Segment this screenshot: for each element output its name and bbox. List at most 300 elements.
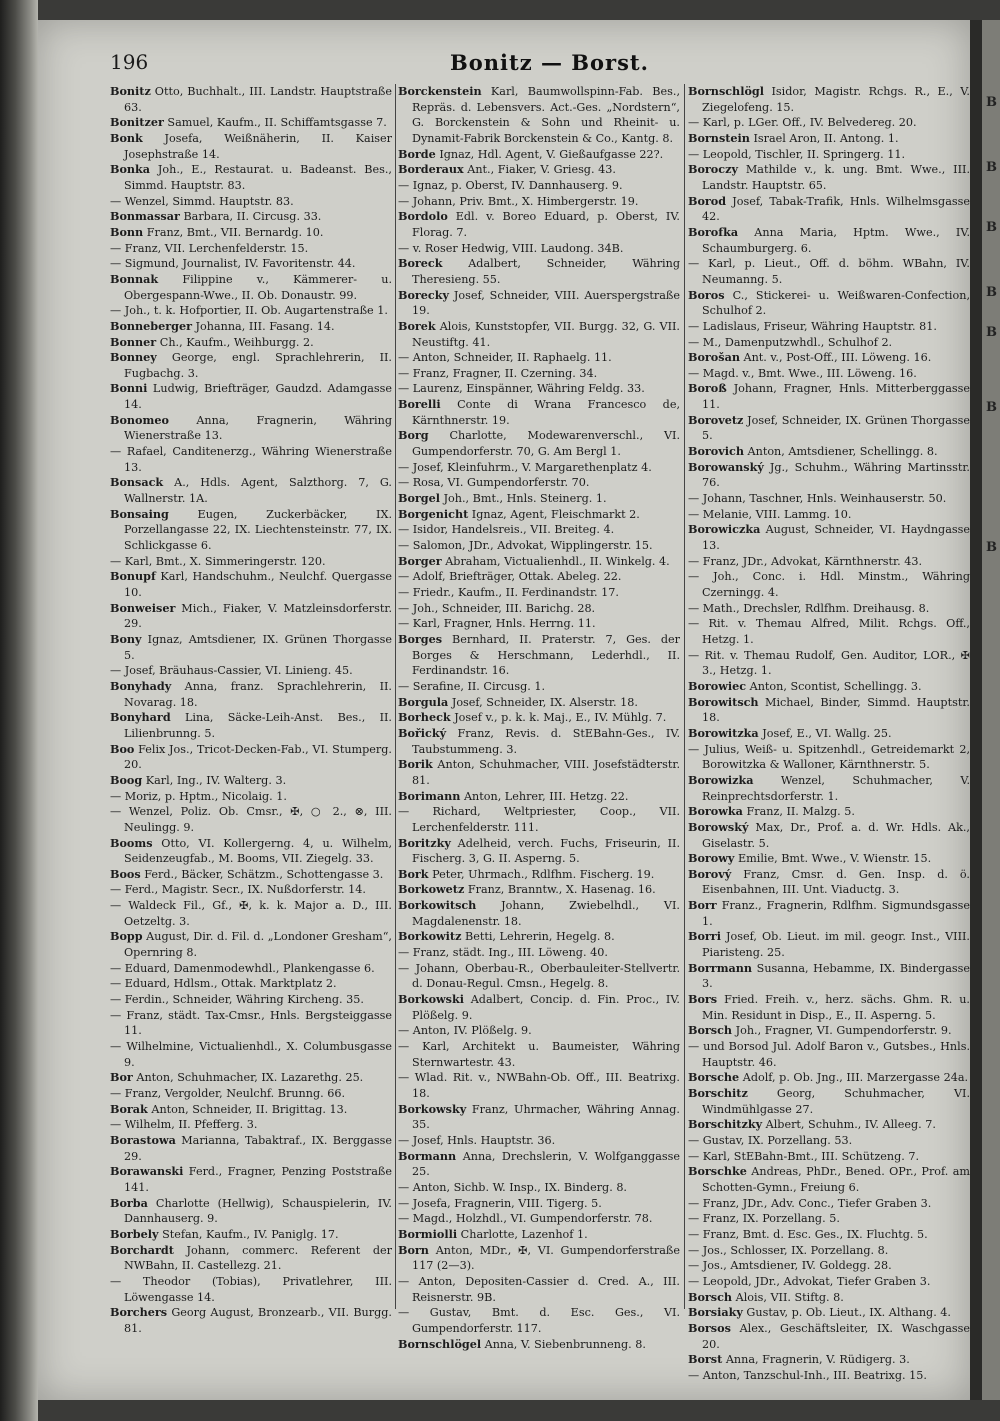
directory-entry (110, 961, 392, 977)
entry-details: Wenzel, Schuhmacher, V. Reinprechtsdorferstr. 1. (702, 773, 970, 803)
entry-surname: Bonitzer (110, 115, 164, 130)
entry-details: — Karl, Architekt u. Baumeister, Währing Sternwartestr. 43. (398, 1040, 680, 1069)
directory-entry (110, 601, 392, 632)
entry-details: — Salomon, JDr., Advokat, Wipplingerstr. 15. (398, 539, 653, 553)
directory-entry (110, 554, 392, 570)
entry-details: Anton, Schuhmacher, VIII. Josefstädterstr. 81. (412, 758, 680, 787)
entry-details: Franz, Uhrmacher, Währing Annag. 35. (412, 1102, 680, 1132)
entry-details: — Anton, Tanzschul-Inh., III. Beatrixg. 15. (688, 1368, 927, 1382)
entry-details: Ant., Fiaker, V. Griesg. 43. (463, 163, 616, 177)
entry-surname: Bormann (398, 1148, 457, 1163)
entry-details: Charlotte (Hellwig), Schauspielerin, IV. Dannhauserg. 9. (124, 1196, 392, 1226)
directory-entry (688, 1133, 970, 1149)
entry-surname: Borofka (688, 224, 739, 239)
entry-surname: Bonner (110, 334, 157, 349)
directory-entry (688, 84, 970, 115)
entry-surname: Borecky (398, 287, 449, 302)
entry-details: Johanna, III. Fasang. 14. (191, 319, 335, 333)
entry-surname: Booms (110, 835, 153, 850)
directory-entry (398, 804, 680, 835)
directory-entry (398, 194, 680, 210)
directory-entry (110, 898, 392, 929)
entry-surname: Borkowetz (398, 882, 465, 897)
directory-column-3 (688, 84, 970, 1383)
directory-entry (110, 1117, 392, 1133)
entry-surname: Bonka (110, 162, 151, 177)
directory-entry (398, 366, 680, 382)
entry-details: — Karl, Fragner, Hnls. Herrng. 11. (398, 617, 596, 631)
entry-details: Franz, Bmt., VII. Bernardg. 10. (143, 225, 324, 239)
directory-entry (398, 1149, 680, 1180)
entry-details: Eugen, Zuckerbäcker, IX. Porzellangasse 22, IX. Liechtensteinstr. 77, IX. Schlickgasse 6. (124, 507, 392, 553)
entry-details: — und Borsod Jul. Adolf Baron v., Gutsbes., Hnls. Hauptstr. 46. (688, 1040, 970, 1069)
directory-entry (688, 1258, 970, 1274)
directory-entry (110, 773, 392, 789)
entry-details: — Friedr., Kaufm., II. Ferdinandstr. 17. (398, 586, 619, 599)
entry-surname: Borkowsky (398, 1101, 467, 1116)
entry-details: — Richard, Weltpriester, Coop., VII. Lerchenfelderstr. 111. (398, 805, 680, 834)
entry-surname: Borger (398, 553, 442, 568)
directory-entry (688, 522, 970, 553)
entry-details: — Franz, Bmt. d. Esc. Ges., IX. Fluchtg. 5. (688, 1227, 928, 1241)
entry-details: Johann, commerc. Referent der NWBahn, II. Castellezg. 21. (124, 1243, 392, 1273)
directory-entry (688, 366, 970, 382)
directory-entry (110, 867, 392, 883)
entry-surname: Borimann (398, 788, 461, 803)
directory-entry (688, 1149, 970, 1165)
entry-details: Fried. Freih. v., herz. sächs. Ghm. R. u. Min. Residunt in Disp., E., II. Asperng. 5. (702, 993, 970, 1022)
directory-entry (688, 381, 970, 412)
margin-letter: B (986, 160, 997, 175)
entry-surname: Bonsack (110, 475, 164, 490)
entry-details: — Franz, städt. Tax-Cmsr., Hnls. Bergsteiggasse 11. (110, 1008, 392, 1038)
directory-entry (110, 742, 392, 773)
directory-entry (398, 538, 680, 554)
directory-entry (110, 256, 392, 272)
entry-details: Ignaz, Hdl. Agent, V. Gießaufgasse 22?. (435, 147, 664, 161)
entry-details: Bernhard, II. Praterstr. 7, Ges. der Borges & Herschmann, Lederhdl., II. Ferdinandstr. 16. (412, 632, 680, 678)
directory-entry (110, 1133, 392, 1164)
directory-entry (398, 522, 680, 538)
directory-entry (688, 1290, 970, 1306)
entry-details: — Wilhelmine, Victualienhdl., X. Columbusgasse 9. (110, 1040, 392, 1069)
entry-details: — Jos., Amtsdiener, IV. Goldegg. 28. (688, 1259, 892, 1273)
entry-details: Anton, Schneider, II. Brigittag. 13. (147, 1102, 348, 1116)
directory-entry (688, 679, 970, 695)
entry-details: — Franz, JDr., Adv. Conc., Tiefer Graben 3. (688, 1196, 932, 1210)
entry-surname: Bonk (110, 130, 143, 145)
directory-entry (398, 882, 680, 898)
entry-surname: Borowiczka (688, 522, 761, 537)
entry-details: — Josefa, Fragnerin, VIII. Tigerg. 5. (398, 1196, 602, 1210)
entry-details: Anna Maria, Hptm. Wwe., IV. Schaumburgerg. 6. (702, 225, 970, 255)
entry-surname: Bonmassar (110, 209, 180, 224)
directory-entry (398, 1133, 680, 1149)
entry-surname: Bornstein (688, 130, 750, 145)
entry-details: Anna, Drechslerin, V. Wolfganggasse 25. (412, 1149, 680, 1179)
directory-entry (398, 710, 680, 726)
directory-entry (398, 1337, 680, 1353)
directory-entry (688, 256, 970, 287)
entry-details: Ant. v., Post-Off., III. Löweng. 16. (739, 351, 932, 365)
page-header (110, 50, 970, 76)
entry-details: Stefan, Kaufm., IV. Paniglg. 17. (158, 1227, 339, 1241)
entry-details: — Melanie, VIII. Lammg. 10. (688, 507, 852, 521)
entry-details: Mathilde v., k. ung. Bmt. Wwe., III. Landstr. Hauptstr. 65. (702, 163, 970, 192)
entry-details: — Ferdin., Schneider, Währing Kircheng. 35. (110, 993, 364, 1007)
entry-details: Emilie, Bmt. Wwe., V. Wienstr. 15. (734, 852, 932, 866)
entry-surname: Borsche (688, 1070, 740, 1085)
directory-entry (688, 194, 970, 225)
entry-surname: Borkowitsch (398, 898, 477, 913)
entry-details: — Sigmund, Journalist, IV. Favoritenstr. 44. (110, 257, 356, 271)
entry-details: — Josef, Bräuhaus-Cassier, VI. Linieng. 45. (110, 664, 353, 678)
entry-details: Anton, Scontist, Schellingg. 3. (746, 679, 922, 693)
directory-entry (398, 1039, 680, 1070)
directory-entry (110, 131, 392, 162)
entry-details: Felix Jos., Tricot-Decken-Fab., VI. Stumperg. 20. (124, 742, 392, 772)
directory-entry (398, 898, 680, 929)
entry-details: — Joh., t. k. Hofportier, II. Ob. Augartenstraße 1. (110, 304, 388, 318)
entry-surname: Borelli (398, 397, 441, 412)
entry-surname: Borgenicht (398, 506, 469, 521)
entry-surname: Boog (110, 772, 143, 787)
directory-entry (398, 1274, 680, 1305)
directory-entry (398, 836, 680, 867)
running-title: Bonitz — Borst. (450, 50, 649, 75)
entry-details: Karl, Ing., IV. Walterg. 3. (142, 773, 287, 787)
directory-entry (398, 992, 680, 1023)
directory-entry (398, 554, 680, 570)
entry-details: — Adolf, Briefträger, Ottak. Abeleg. 22. (398, 570, 622, 584)
column-divider (395, 84, 396, 1309)
entry-surname: Borowanský (688, 459, 764, 474)
directory-entry (110, 413, 392, 444)
entry-details: Samuel, Kaufm., II. Schiffamtsgasse 7. (163, 116, 387, 130)
entry-details: Isidor, Magistr. Rchgs. R., E., V. Ziegelofeng. 15. (702, 85, 970, 114)
entry-surname: Bonneberger (110, 318, 192, 333)
entry-details: Joh., E., Restaurat. u. Badeanst. Bes., Simmd. Hauptstr. 83. (124, 163, 392, 192)
directory-entry (110, 976, 392, 992)
entry-surname: Borovich (688, 444, 744, 459)
entry-details: — M., Damenputzwhdl., Schulhof 2. (688, 335, 893, 349)
entry-details: — Karl, StEBahn-Bmt., III. Schützeng. 7. (688, 1149, 920, 1163)
entry-details: Adalbert, Schneider, Währing Theresieng. 55. (412, 257, 680, 286)
entry-surname: Bonitz (110, 84, 151, 98)
directory-entry (398, 84, 680, 147)
entry-details: C., Stickerei- u. Weißwaren-Confection, Schulhof 2. (702, 288, 970, 318)
entry-surname: Borchers (110, 1305, 168, 1320)
entry-details: Albert, Schuhm., IV. Alleeg. 7. (762, 1118, 936, 1132)
entry-surname: Bonni (110, 381, 148, 396)
directory-entry (110, 115, 392, 131)
entry-details: — Jos., Schlosser, IX. Porzellang. 8. (688, 1243, 889, 1257)
directory-entry (398, 507, 680, 523)
entry-details: Lina, Säcke-Leih-Anst. Bes., II. Lilienbrunng. 5. (124, 711, 392, 740)
directory-entry (688, 1164, 970, 1195)
directory-entry (110, 663, 392, 679)
entry-details: Adelheid, verch. Fuchs, Friseurin, II. Fischerg. 3, G. II. Asperng. 5. (412, 836, 680, 866)
entry-details: Peter, Uhrmach., Rdlfhm. Fischerg. 19. (428, 867, 655, 881)
entry-details: — Gustav, IX. Porzellang. 53. (688, 1133, 853, 1147)
entry-surname: Borchardt (110, 1242, 174, 1257)
entry-surname: Borowy (688, 851, 735, 866)
entry-surname: Boroß (688, 381, 727, 396)
directory-entry (688, 225, 970, 256)
entry-details: — Isidor, Handelsreis., VII. Breiteg. 4. (398, 523, 615, 537)
entry-surname: Borgula (398, 694, 449, 709)
entry-surname: Borr (688, 898, 717, 913)
entry-details: Joh., Fragner, VI. Gumpendorferstr. 9. (732, 1024, 952, 1038)
directory-entry (688, 742, 970, 773)
entry-details: Alois, Kunststopfer, VII. Burgg. 32, G. VII. Neustiftg. 41. (412, 319, 680, 349)
directory-entry (110, 992, 392, 1008)
directory-entry (110, 1196, 392, 1227)
entry-details: Andreas, PhDr., Bened. OPr., Prof. am Schotten-Gymn., Freiung 6. (702, 1165, 970, 1194)
entry-details: — Laurenz, Einspänner, Währing Feldg. 33. (398, 382, 645, 396)
entry-surname: Borsos (688, 1320, 731, 1335)
directory-entry (688, 898, 970, 929)
entry-details: — Franz, Vergolder, Neulchf. Brunng. 66. (110, 1087, 346, 1100)
entry-surname: Borastowa (110, 1132, 176, 1147)
directory-entry (110, 679, 392, 710)
entry-surname: Borik (398, 757, 433, 772)
entry-surname: Borawanski (110, 1164, 184, 1179)
directory-entry (688, 1211, 970, 1227)
directory-entry (110, 1086, 392, 1102)
entry-details: — Anton, IV. Plößelg. 9. (398, 1024, 532, 1038)
directory-entry (688, 491, 970, 507)
directory-entry (688, 1196, 970, 1212)
entry-details: — Franz, JDr., Advokat, Kärnthnerstr. 43. (688, 554, 923, 568)
directory-entry (110, 444, 392, 475)
entry-surname: Bormiolli (398, 1226, 458, 1241)
entry-details: Ferd., Fragner, Penzing Poststraße 141. (124, 1165, 392, 1194)
entry-details: — Wlad. Rit. v., NWBahn-Ob. Off., III. Beatrixg. 18. (398, 1071, 680, 1100)
entry-details: — Eduard, Hdlsm., Ottak. Marktplatz 2. (110, 977, 337, 991)
entry-surname: Borbely (110, 1226, 159, 1241)
column-divider (684, 84, 685, 1309)
entry-details: — Eduard, Damenmodewhdl., Plankengasse 6. (110, 961, 375, 975)
entry-details: Ignaz, Amtsdiener, IX. Grünen Thorgasse 5. (124, 632, 392, 662)
entry-surname: Bony (110, 631, 142, 646)
entry-surname: Borderaux (398, 162, 464, 177)
entry-details: — Wilhelm, II. Pfefferg. 3. (110, 1118, 258, 1132)
entry-surname: Borošan (688, 350, 740, 365)
entry-details: Anton, Amtsdiener, Schellingg. 8. (743, 445, 938, 459)
directory-entry (398, 209, 680, 240)
margin-letter: B (986, 540, 997, 555)
entry-surname: Borod (688, 193, 727, 208)
entry-details: Marianna, Tabaktraf., IX. Berggasse 29. (124, 1133, 392, 1163)
entry-details: — Rafael, Canditenerzg., Währing Wienerstraße 13. (110, 445, 392, 474)
entry-details: — Theodor (Tobias), Privatlehrer, III. Löwengasse 14. (110, 1274, 392, 1304)
directory-entry (110, 162, 392, 193)
directory-entry (688, 1039, 970, 1070)
directory-entry (688, 616, 970, 647)
entry-surname: Borg (398, 428, 429, 443)
directory-entry (688, 1023, 970, 1039)
entry-details: Joh., Bmt., Hnls. Steinerg. 1. (440, 492, 607, 506)
directory-entry (688, 867, 970, 898)
entry-surname: Bonyhard (110, 710, 171, 725)
directory-column-2 (398, 84, 680, 1352)
entry-details: Georg August, Bronzearb., VII. Burgg. 81. (124, 1306, 392, 1335)
entry-surname: Borri (688, 929, 721, 944)
directory-entry (688, 695, 970, 726)
entry-details: Otto, Buchhalt., III. Landstr. Hauptstraße 63. (124, 85, 392, 114)
directory-entry (688, 350, 970, 366)
entry-details: — Rosa, VI. Gumpendorferstr. 70. (398, 476, 590, 490)
entry-details: — Josef, Hnls. Hauptstr. 36. (398, 1133, 556, 1147)
entry-surname: Borges (398, 631, 443, 646)
entry-details: Anna, V. Siebenbrunneng. 8. (481, 1337, 646, 1351)
entry-surname: Bork (398, 866, 429, 881)
directory-entry (688, 115, 970, 131)
directory-entry (688, 288, 970, 319)
entry-details: — Wenzel, Simmd. Hauptstr. 83. (110, 194, 294, 208)
directory-entry (110, 84, 392, 115)
entry-surname: Borový (688, 866, 732, 881)
directory-entry (688, 162, 970, 193)
directory-entry (110, 1070, 392, 1086)
margin-letter: B (986, 220, 997, 235)
directory-entry (688, 1117, 970, 1133)
entry-surname: Boritzky (398, 835, 451, 850)
directory-entry (110, 1243, 392, 1274)
directory-entry (398, 585, 680, 601)
directory-entry (398, 1305, 680, 1336)
entry-surname: Bornschlögel (398, 1336, 482, 1351)
entry-details: Alex., Geschäftsleiter, IX. Waschgasse 20. (702, 1321, 970, 1351)
entry-details: Max, Dr., Prof. a. d. Wr. Hdls. Ak., Giselastr. 5. (702, 820, 970, 850)
entry-surname: Borowiec (688, 678, 747, 693)
entry-details: Anton, Schuhmacher, IX. Lazarethg. 25. (132, 1071, 364, 1085)
margin-letter: B (986, 400, 997, 415)
entry-details: Georg, Schuhmacher, VI. Windmühlgasse 27. (702, 1087, 970, 1116)
entry-details: Israel Aron, II. Antong. 1. (749, 131, 899, 145)
directory-entry (398, 381, 680, 397)
directory-entry (398, 945, 680, 961)
entry-details: — Leopold, JDr., Advokat, Tiefer Graben 3. (688, 1274, 931, 1288)
directory-entry (110, 381, 392, 412)
margin-letter: B (986, 285, 997, 300)
entry-surname: Borek (398, 318, 436, 333)
directory-entry (110, 789, 392, 805)
directory-entry (110, 1274, 392, 1305)
entry-details: Josef, Tabak-Trafik, Hnls. Wilhelmsgasse 42. (702, 194, 970, 224)
entry-surname: Bopp (110, 929, 143, 944)
directory-entry (398, 569, 680, 585)
entry-details: — Anton, Depositen-Cassier d. Cred. A., III. Reisnerstr. 9B. (398, 1274, 680, 1304)
entry-details: Josef, Ob. Lieut. im mil. geogr. Inst., VIII. Piaristeng. 25. (702, 930, 970, 960)
entry-details: — Anton, Schneider, II. Raphaelg. 11. (398, 351, 612, 365)
directory-entry (688, 961, 970, 992)
directory-entry (110, 1164, 392, 1195)
directory-entry (688, 335, 970, 351)
entry-details: Anna, franz. Sprachlehrerin, II. Novarag. 18. (124, 679, 392, 709)
entry-surname: Bonyhady (110, 678, 172, 693)
entry-surname: Boros (688, 287, 725, 302)
entry-surname: Borschke (688, 1164, 747, 1179)
entry-surname: Born (398, 1242, 429, 1257)
entry-details: Betti, Lehrerin, Hegelg. 8. (461, 930, 615, 944)
directory-entry (688, 992, 970, 1023)
directory-entry (688, 804, 970, 820)
directory-entry (688, 1227, 970, 1243)
entry-details: — Ladislaus, Friseur, Währing Hauptstr. 81. (688, 319, 937, 333)
directory-column-1 (110, 84, 392, 1337)
directory-entry (398, 1227, 680, 1243)
directory-entry (398, 397, 680, 428)
entry-surname: Bors (688, 992, 718, 1007)
entry-surname: Bonnak (110, 271, 159, 286)
directory-entry (398, 350, 680, 366)
entry-details: — Josef, Kleinfuhrm., V. Margarethenplatz 4. (398, 460, 652, 474)
entry-details: Josef, Schneider, IX. Grünen Thorgasse 5. (702, 413, 970, 443)
entry-surname: Borowský (688, 819, 749, 834)
margin-letter: B (986, 95, 997, 110)
entry-details: — Johann, Priv. Bmt., X. Himbergerstr. 19. (398, 194, 639, 208)
directory-entry (398, 256, 680, 287)
margin-letter: B (986, 325, 997, 340)
directory-entry (110, 1008, 392, 1039)
entry-details: — Magd., Holzhdl., VI. Gumpendorferstr. 78. (398, 1212, 653, 1226)
entry-details: — Magd. v., Bmt. Wwe., III. Löweng. 16. (688, 366, 917, 380)
entry-details: Anna, Fragnerin, V. Rüdigerg. 3. (722, 1353, 910, 1367)
directory-entry (110, 319, 392, 335)
directory-entry (688, 601, 970, 617)
directory-entry (688, 554, 970, 570)
directory-entry (398, 1023, 680, 1039)
directory-entry (398, 695, 680, 711)
directory-entry (398, 726, 680, 757)
entry-surname: Borowitsch (688, 694, 759, 709)
directory-entry (110, 225, 392, 241)
entry-details: Gustav, p. Ob. Lieut., IX. Althang. 4. (742, 1306, 951, 1320)
directory-entry (688, 1352, 970, 1368)
entry-details: August, Dir. d. Fil. d. „Londoner Gresham“, Opernring 8. (124, 930, 392, 960)
entry-surname: Boos (110, 866, 141, 881)
entry-details: — Franz, Fragner, II. Czerning. 34. (398, 366, 598, 380)
entry-details: — Wenzel, Poliz. Ob. Cmsr., ✠, ○ 2., ⊗, III. Neulingg. 9. (110, 805, 392, 834)
entry-surname: Bor (110, 1070, 133, 1085)
entry-details: Edl. v. Boreo Eduard, p. Oberst, IV. Florag. 7. (412, 210, 680, 239)
entry-details: Karl, Handschuhm., Neulchf. Quergasse 10. (124, 570, 392, 599)
entry-details: Josef, Schneider, VIII. Auerspergstraße 19. (412, 288, 680, 318)
entry-surname: Borkowski (398, 992, 464, 1007)
directory-entry (688, 1321, 970, 1352)
directory-entry (688, 1305, 970, 1321)
entry-details: Ignaz, Agent, Fleischmarkt 2. (468, 507, 640, 521)
entry-surname: Borrmann (688, 960, 753, 975)
page-gutter (970, 20, 982, 1400)
directory-entry (110, 710, 392, 741)
directory-entry (688, 131, 970, 147)
directory-entry (398, 1243, 680, 1274)
entry-surname: Borst (688, 1352, 723, 1367)
entry-details: Michael, Binder, Simmd. Hauptstr. 18. (702, 695, 970, 725)
entry-surname: Borovetz (688, 412, 744, 427)
directory-entry (688, 726, 970, 742)
entry-details: George, engl. Sprachlehrerin, II. Fugbachg. 3. (124, 351, 392, 380)
directory-entry (110, 475, 392, 506)
entry-surname: Bordolo (398, 209, 448, 224)
directory-entry (398, 475, 680, 491)
directory-entry (688, 1086, 970, 1117)
entry-details: Jg., Schuhm., Währing Martinsstr. 76. (702, 460, 970, 490)
entry-details: — v. Roser Hedwig, VIII. Laudong. 34B. (398, 241, 624, 255)
